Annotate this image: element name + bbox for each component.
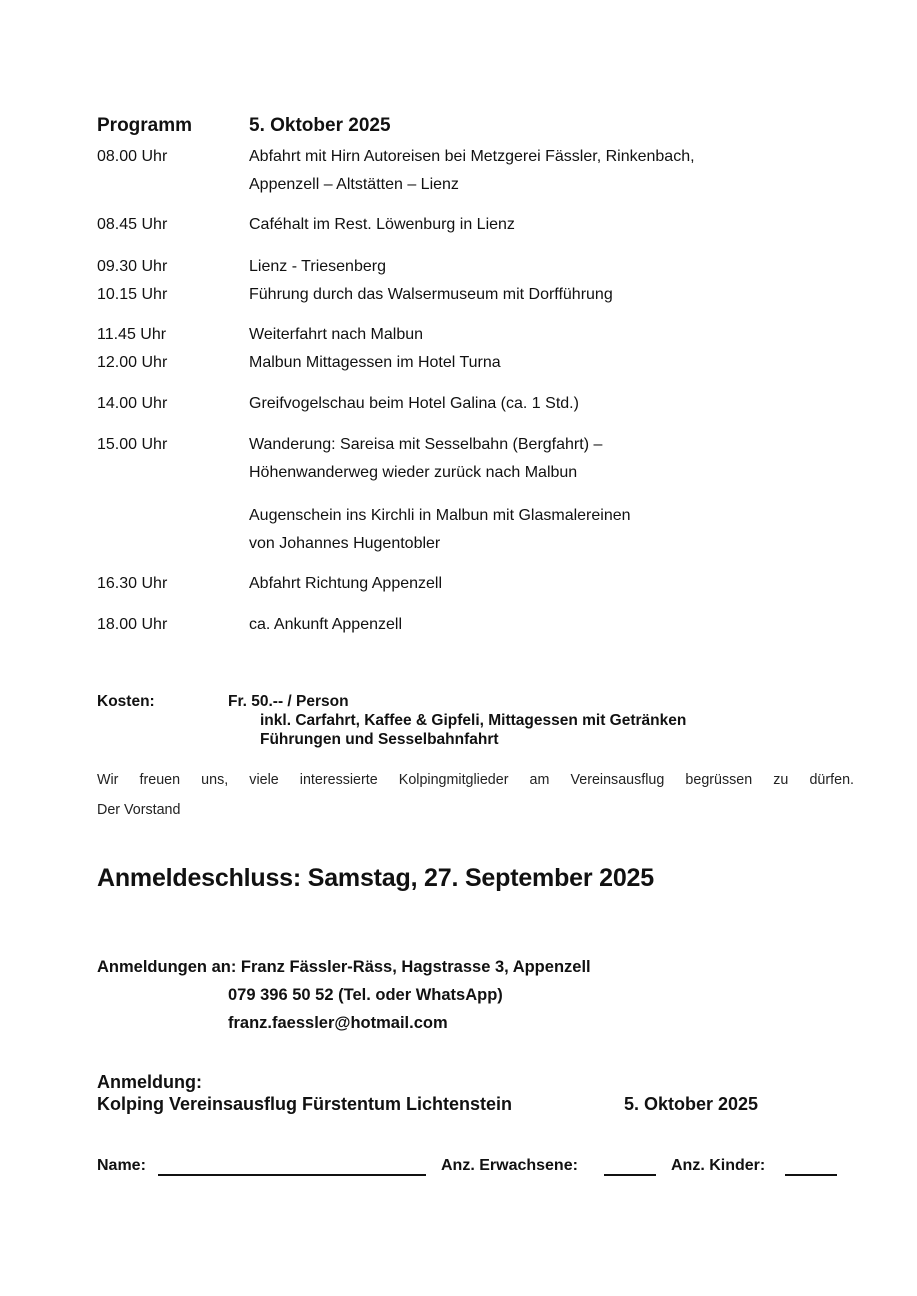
children-field-label: Anz. Kinder: xyxy=(671,1157,766,1174)
schedule-desc: Weiterfahrt nach Malbun xyxy=(249,326,424,343)
schedule-desc: Abfahrt mit Hirn Autoreisen bei Metzgerei Fässler, Rinkenbach, xyxy=(249,148,695,165)
adults-field-label: Anz. Erwachsene: xyxy=(441,1157,578,1174)
schedule-time: 09.30 Uhr xyxy=(97,258,168,275)
schedule-time: 10.15 Uhr xyxy=(97,286,168,303)
schedule-time: 12.00 Uhr xyxy=(97,354,168,371)
schedule-desc: Malbun Mittagessen im Hotel Turna xyxy=(249,354,501,371)
form-heading: Anmeldung: xyxy=(97,1072,202,1092)
schedule-time: 18.00 Uhr xyxy=(97,616,168,633)
schedule-desc: Abfahrt Richtung Appenzell xyxy=(249,575,443,592)
greeting-text: Wir freuen uns, viele interessierte Kolpingmitglieder am Vereinsausflug begrüssen zu dürfen. xyxy=(97,772,854,788)
programm-date: 5. Oktober 2025 xyxy=(249,115,391,136)
schedule-desc: Augenschein ins Kirchli in Malbun mit Glasmalereinen xyxy=(249,507,631,524)
schedule-desc: von Johannes Hugentobler xyxy=(249,535,441,552)
registration-deadline: Anmeldeschluss: Samstag, 27. September 2025 xyxy=(97,864,654,892)
schedule-desc: ca. Ankunft Appenzell xyxy=(249,616,402,633)
cost-includes: inkl. Carfahrt, Kaffee & Gipfeli, Mittagessen mit Getränken xyxy=(260,712,687,729)
schedule-desc: Caféhalt im Rest. Löwenburg in Lienz xyxy=(249,216,515,233)
form-date: 5. Oktober 2025 xyxy=(624,1094,759,1114)
schedule-desc: Führung durch das Walsermuseum mit Dorfführung xyxy=(249,286,613,303)
schedule-time: 11.45 Uhr xyxy=(97,326,167,343)
cost-price: Fr. 50.-- / Person xyxy=(228,693,349,710)
schedule-desc: Lienz - Triesenberg xyxy=(249,258,386,275)
programm-label: Programm xyxy=(97,115,193,136)
greeting-signature: Der Vorstand xyxy=(97,802,181,818)
schedule-time: 16.30 Uhr xyxy=(97,575,168,592)
adults-count-field[interactable] xyxy=(604,1160,656,1176)
schedule-time: 14.00 Uhr xyxy=(97,395,168,412)
cost-includes: Führungen und Sesselbahnfahrt xyxy=(260,731,499,748)
cost-label: Kosten: xyxy=(97,693,155,710)
contact-email: franz.faessler@hotmail.com xyxy=(228,1014,448,1032)
schedule-desc: Appenzell – Altstätten – Lienz xyxy=(249,176,459,193)
form-event: Kolping Vereinsausflug Fürstentum Lichtenstein xyxy=(97,1094,513,1114)
children-count-field[interactable] xyxy=(785,1160,837,1176)
schedule-time: 08.45 Uhr xyxy=(97,216,168,233)
schedule-time: 08.00 Uhr xyxy=(97,148,168,165)
schedule-desc: Wanderung: Sareisa mit Sesselbahn (Bergfahrt) – xyxy=(249,436,603,453)
name-field-label: Name: xyxy=(97,1157,146,1174)
contact-label: Anmeldungen an: Franz Fässler-Räss, Hagstrasse 3, Appenzell xyxy=(97,958,591,976)
contact-phone: 079 396 50 52 (Tel. oder WhatsApp) xyxy=(228,986,503,1004)
schedule-desc: Greifvogelschau beim Hotel Galina (ca. 1 Std.) xyxy=(249,395,579,412)
schedule-time: 15.00 Uhr xyxy=(97,436,168,453)
name-field[interactable] xyxy=(158,1160,426,1176)
schedule-desc: Höhenwanderweg wieder zurück nach Malbun xyxy=(249,464,578,481)
